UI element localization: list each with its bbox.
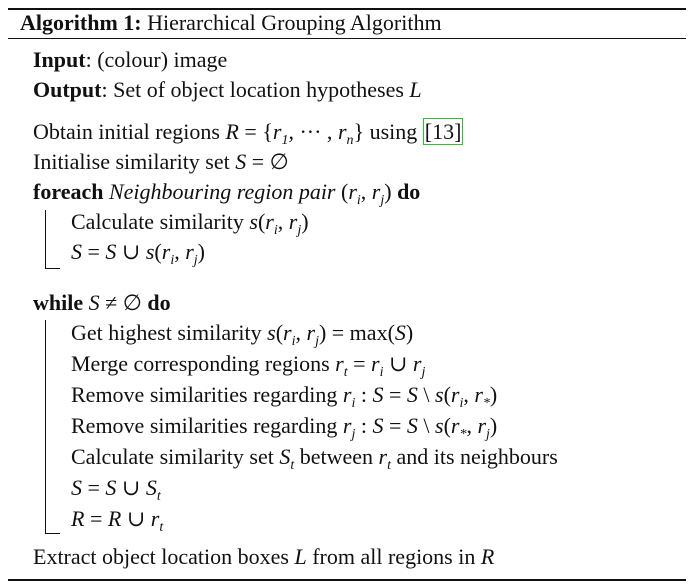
calc-set-text: Calculate similarity set bbox=[71, 444, 280, 469]
extract-mid: from all regions in bbox=[306, 544, 481, 569]
calc-similarity-text: Calculate similarity bbox=[71, 209, 250, 234]
math-L: L bbox=[409, 77, 422, 102]
math-R-extract: R bbox=[480, 544, 495, 569]
input-text: : (colour) image bbox=[85, 47, 228, 72]
obtain-using: using bbox=[364, 119, 423, 144]
algorithm-header bbox=[20, 9, 442, 37]
header-rule bbox=[8, 38, 686, 39]
while-line bbox=[33, 289, 171, 317]
obtain-text: Obtain initial regions bbox=[33, 119, 226, 144]
remove-i-text: Remove similarities regarding bbox=[71, 382, 343, 407]
math-remove-i: $r_i$ : S = S \ $s(r_i$, $r_*$) bbox=[342, 382, 498, 411]
output-keyword: Output bbox=[33, 77, 102, 102]
initialise-text: Initialise similarity set bbox=[33, 149, 236, 174]
algorithm-label: Algorithm 1: bbox=[20, 10, 142, 35]
math-max: $s(r_i$, $r_j) = \max(S)$ bbox=[267, 320, 414, 349]
math-pair: ($r_i$, $r_j$) bbox=[341, 179, 392, 208]
extract-text: Extract object location boxes bbox=[33, 544, 295, 569]
foreach-text: Neighbouring region pair bbox=[108, 179, 336, 204]
while-bracket bbox=[45, 320, 60, 534]
input-line bbox=[33, 46, 227, 74]
math-merge: $r_t = r_i$ ∪ $r_j$ bbox=[335, 351, 426, 380]
while-keyword: while bbox=[33, 290, 84, 315]
math-regions: $R = \{r_1$, ··· , $r_n$} bbox=[225, 119, 365, 148]
bottom-rule bbox=[8, 579, 686, 581]
initialise-line bbox=[33, 148, 289, 176]
output-text: : Set of object location hypotheses bbox=[101, 77, 410, 102]
calc-set-between: between bbox=[294, 444, 379, 469]
foreach-bracket bbox=[45, 210, 60, 269]
math-rt: $r_t$ bbox=[378, 444, 391, 473]
math-remove-j: $r_j$ : S = S \ $s(r_*$, $r_j$) bbox=[342, 413, 498, 442]
extract-line bbox=[33, 543, 494, 571]
math-s-pair: $s(r_i$, $r_j$) bbox=[249, 209, 309, 238]
citation-link[interactable]: [13] bbox=[424, 119, 462, 144]
output-line bbox=[33, 76, 422, 104]
foreach-keyword: foreach bbox=[33, 179, 104, 204]
math-R-union-rt: R = R ∪ $r_t$ bbox=[71, 506, 164, 535]
math-St: $S_t$ bbox=[279, 444, 295, 473]
get-highest-text: Get highest similarity bbox=[71, 320, 268, 345]
math-S-union-St: S = S ∪ $S_t$ bbox=[71, 475, 161, 504]
math-L-extract: L bbox=[294, 544, 307, 569]
merge-text: Merge corresponding regions bbox=[71, 351, 336, 376]
update-S-line bbox=[71, 238, 205, 275]
math-S-nonempty: S ≠ ∅ bbox=[88, 290, 142, 315]
input-keyword: Input bbox=[33, 47, 86, 72]
calc-set-tail: and its neighbours bbox=[390, 444, 558, 469]
algorithm-title: Hierarchical Grouping Algorithm bbox=[147, 10, 442, 35]
math-S-union: S = S ∪ $s(r_i$, $r_j$) bbox=[71, 239, 205, 268]
math-S-empty: S = ∅ bbox=[235, 149, 289, 174]
remove-j-text: Remove similarities regarding bbox=[71, 413, 343, 438]
while-do-keyword: do bbox=[147, 290, 171, 315]
update-R-line bbox=[71, 505, 163, 542]
foreach-do-keyword: do bbox=[397, 179, 421, 204]
